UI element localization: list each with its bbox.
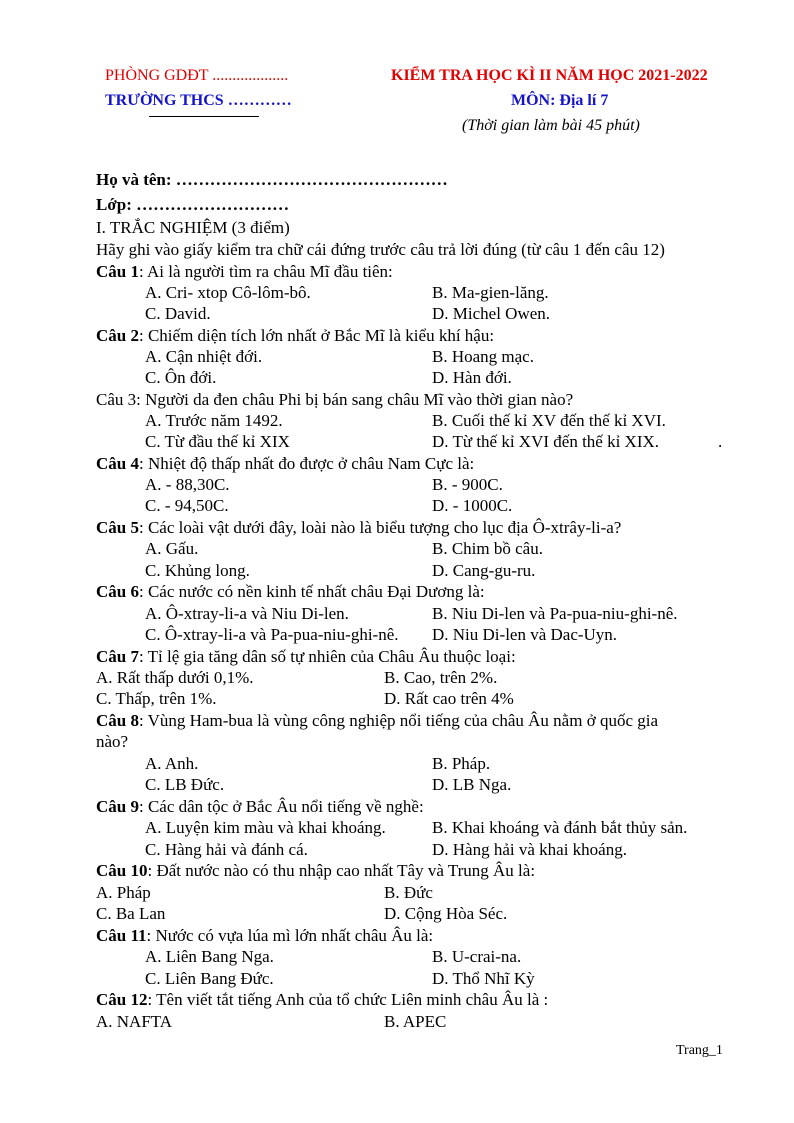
question-number: Câu 9 xyxy=(96,797,139,816)
question-text: : Người da đen châu Phi bị bán sang châu Mĩ vào thời gian nào? xyxy=(136,390,574,409)
question-11 xyxy=(96,926,433,946)
question-number: Câu 10 xyxy=(96,861,148,880)
question-number: Câu 6 xyxy=(96,582,139,601)
option-a: A. Trước năm 1492. xyxy=(145,411,283,430)
question-12 xyxy=(96,990,548,1010)
option-c: C. - 94,50C. xyxy=(145,496,229,515)
question-text: : Đất nước nào có thu nhập cao nhất Tây và Trung Âu là: xyxy=(147,861,536,880)
option-b: B. - 900C. xyxy=(432,475,503,494)
question-text: : Nhiệt độ thấp nhất đo được ở châu Nam Cực là: xyxy=(138,454,475,473)
option-d: D. Rất cao trên 4% xyxy=(384,689,514,708)
option-d: D. Thổ Nhĩ Kỳ xyxy=(432,969,535,988)
option-d: D. Niu Di-len và Dac-Uyn. xyxy=(432,625,618,644)
trailing-dot: . xyxy=(718,432,723,451)
option-b: B. APEC xyxy=(384,1012,447,1031)
option-d: D. Từ thế kỉ XVI đến thế kỉ XIX. xyxy=(432,432,660,451)
question-text-continued: nào? xyxy=(96,732,129,751)
question-text: : Ai là người tìm ra châu Mĩ đầu tiên: xyxy=(138,262,393,281)
question-number: Câu 12 xyxy=(96,990,148,1009)
option-a: A. Gấu. xyxy=(145,539,199,558)
question-9 xyxy=(96,797,424,817)
option-d: D. - 1000C. xyxy=(432,496,513,515)
option-d: D. Michel Owen. xyxy=(432,304,551,323)
question-number: Câu 3 xyxy=(96,390,137,409)
option-b: B. U-crai-na. xyxy=(432,947,522,966)
option-c: C. Hàng hải và đánh cá. xyxy=(145,840,308,859)
option-a: A. Anh. xyxy=(145,754,199,773)
option-c: C. Liên Bang Đức. xyxy=(145,969,274,988)
option-a: A. Luyện kim màu và khai khoáng. xyxy=(145,818,386,837)
option-b: B. Cao, trên 2%. xyxy=(384,668,498,687)
option-d: D. Hàng hải và khai khoáng. xyxy=(432,840,627,859)
section-title: I. TRẮC NGHIỆM (3 điểm) xyxy=(96,218,290,237)
exam-title: KIỂM TRA HỌC KÌ II NĂM HỌC 2021-2022 xyxy=(391,67,708,84)
option-d: D. Hàn đới. xyxy=(432,368,512,387)
question-10 xyxy=(96,861,535,881)
question-text: : Các loài vật dưới đây, loài nào là biểu tượng cho lục địa Ô-xtrây-li-a? xyxy=(138,518,622,537)
exam-subject: MÔN: Địa lí 7 xyxy=(511,92,609,109)
question-number: Câu 8 xyxy=(96,711,139,730)
question-number: Câu 11 xyxy=(96,926,147,945)
question-1 xyxy=(96,262,393,282)
question-text: : Các dân tộc ở Bắc Âu nổi tiếng về nghề: xyxy=(138,797,424,816)
question-2 xyxy=(96,326,494,346)
option-a: A. Cri- xtop Cô-lôm-bô. xyxy=(145,283,311,302)
option-b: B. Pháp. xyxy=(432,754,491,773)
question-7 xyxy=(96,647,516,667)
question-8 xyxy=(96,711,658,731)
option-b: B. Khai khoáng và đánh bắt thủy sản. xyxy=(432,818,688,837)
question-4 xyxy=(96,454,474,474)
student-class-field: Lớp: ……………………… xyxy=(96,195,290,214)
question-number: Câu 7 xyxy=(96,647,139,666)
question-text: : Tỉ lệ gia tăng dân số tự nhiên của Châu Âu thuộc loại: xyxy=(138,647,516,666)
option-c: C. Ô-xtray-li-a và Pa-pua-niu-ghi-nê. xyxy=(145,625,399,644)
option-d: D. Cang-gu-ru. xyxy=(432,561,536,580)
option-c: C. Từ đầu thế kỉ XIX xyxy=(145,432,290,451)
option-a: A. Liên Bang Nga. xyxy=(145,947,274,966)
question-5 xyxy=(96,518,621,538)
question-number: Câu 2 xyxy=(96,326,139,345)
option-b: B. Chim bồ câu. xyxy=(432,539,543,558)
option-c: C. Khủng long. xyxy=(145,561,250,580)
option-d: D. Cộng Hòa Séc. xyxy=(384,904,508,923)
question-number: Câu 5 xyxy=(96,518,139,537)
option-a: A. - 88,30C. xyxy=(145,475,230,494)
question-text: : Chiếm diện tích lớn nhất ở Bắc Mĩ là kiểu khí hậu: xyxy=(138,326,495,345)
exam-duration: (Thời gian làm bài 45 phút) xyxy=(462,117,640,134)
option-b: B. Cuối thế kỉ XV đến thế kỉ XVI. xyxy=(432,411,666,430)
question-text: : Vùng Ham-bua là vùng công nghiệp nổi tiếng của châu Âu nằm ở quốc gia xyxy=(138,711,659,730)
school-name: TRƯỜNG THCS ………… xyxy=(105,92,292,109)
option-c: C. David. xyxy=(145,304,211,323)
option-d: D. LB Nga. xyxy=(432,775,512,794)
education-office: PHÒNG GDĐT ................... xyxy=(105,67,289,84)
page-number: Trang_1 xyxy=(676,1043,723,1058)
option-c: C. LB Đức. xyxy=(145,775,225,794)
question-text: : Nước có vựa lúa mì lớn nhất châu Âu là: xyxy=(146,926,434,945)
question-text: : Các nước có nền kinh tế nhất châu Đại Dương là: xyxy=(138,582,485,601)
option-a: A. Pháp xyxy=(96,883,151,902)
option-a: A. NAFTA xyxy=(96,1012,173,1031)
option-b: B. Đức xyxy=(384,883,433,902)
option-c: C. Ba Lan xyxy=(96,904,166,923)
question-3 xyxy=(96,390,573,410)
option-b: B. Niu Di-len và Pa-pua-niu-ghi-nê. xyxy=(432,604,678,623)
question-6 xyxy=(96,582,485,602)
option-b: B. Ma-gien-lăng. xyxy=(432,283,549,302)
question-number: Câu 4 xyxy=(96,454,139,473)
question-text: : Tên viết tắt tiếng Anh của tổ chức Liên minh châu Âu là : xyxy=(147,990,549,1009)
section-instruction: Hãy ghi vào giấy kiểm tra chữ cái đứng trước câu trả lời đúng (từ câu 1 đến câu 12) xyxy=(96,240,665,259)
option-b: B. Hoang mạc. xyxy=(432,347,534,366)
option-a: A. Cận nhiệt đới. xyxy=(145,347,263,366)
option-a: A. Ô-xtray-li-a và Niu Di-len. xyxy=(145,604,349,623)
question-number: Câu 1 xyxy=(96,262,139,281)
student-name-field: Họ và tên: ………………………………………… xyxy=(96,170,448,189)
option-a: A. Rất thấp dưới 0,1%. xyxy=(96,668,254,687)
option-c: C. Ôn đới. xyxy=(145,368,217,387)
option-c: C. Thấp, trên 1%. xyxy=(96,689,217,708)
school-underline xyxy=(149,116,259,117)
